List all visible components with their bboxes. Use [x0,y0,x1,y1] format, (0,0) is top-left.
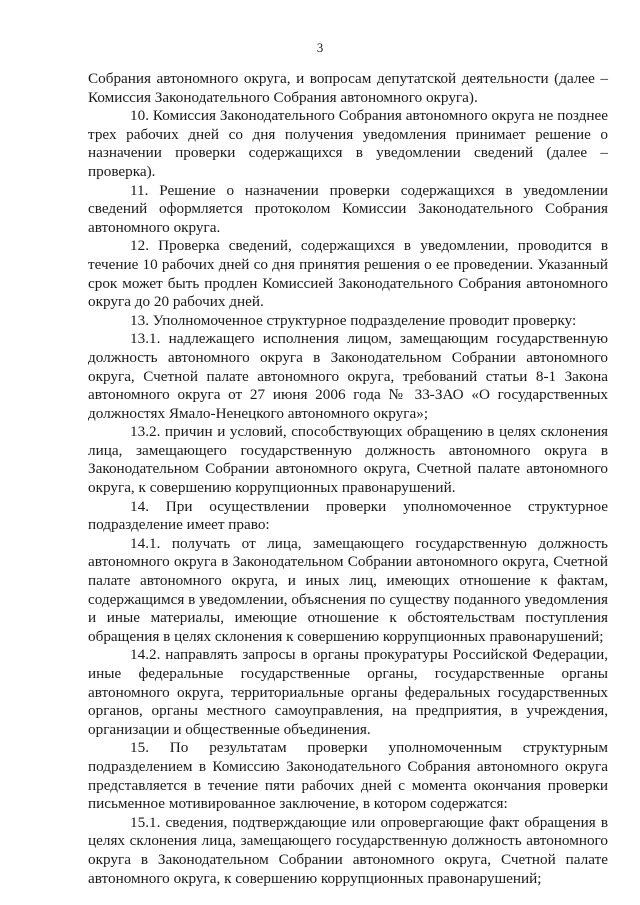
paragraph-10: 10. Комиссия Законодательного Собрания автономного округа не позднее трех рабочих дней со дня получения уведомления принимает решение о назначении проверки содержащихся в уведомлении сведений (далее – проверка). [88,107,608,180]
paragraph-13-2: 13.2. причин и условий, способствующих обращению в целях склонения лица, замещающего государственную должность автономного округа в Законодательном Собрании автономного округа, Счетной палате автономного округа, к совершению коррупционных правонарушений. [88,423,608,497]
paragraph-12: 12. Проверка сведений, содержащихся в уведомлении, проводится в течение 10 рабочих дней со дня принятия решения о ее проведении. Указанный срок может быть продлен Комиссией Законодательного Собрания автономного округа до 20 рабочих дней. [88,237,608,311]
paragraph-14-1: 14.1. получать от лица, замещающего государственную должность автономного округа в Законодательном Собрании автономного округа, Счетной палате автономного округа, и иных лиц, имеющих отношение к фактам, содержащимся в уведомлении, объяснения по существу поданного уведомления и иные материалы, имеющие отношение к обстоятельствам поступления обращения в целях склонения к совершению коррупционных правонарушений; [88,534,608,645]
document-body [88,70,608,888]
paragraph-14-2: 14.2. направлять запросы в органы прокуратуры Российской Федерации, иные федеральные государственные органы, государственные органы автономного округа, территориальные органы федеральных государственных органов, органы местного самоуправления, на предприятия, в учреждения, организации и общественные объединения. [88,646,608,738]
paragraph-11: 11. Решение о назначении проверки содержащихся в уведомлении сведений оформляется протоколом Комиссии Законодательного Собрания автономного округа. [88,181,608,236]
paragraph-15: 15. По результатам проверки уполномоченным структурным подразделением в Комиссию Законодательного Собрания автономного округа представляется в течение пяти рабочих дней с момента окончания проверки письменное мотивированное заключение, в котором содержатся: [88,739,608,813]
paragraph-continuation: Собрания автономного округа, и вопросам депутатской деятельности (далее – Комиссия Законодательного Собрания автономного округа). [88,70,608,106]
paragraph-13: 13. Уполномоченное структурное подразделение проводит проверку: [130,311,577,329]
paragraph-13-1: 13.1. надлежащего исполнения лицом, замещающим государственную должность автономного округа в Законодательном Собрании автономного округа, Счетной палате автономного округа, требований статьи 8-1 Закона автономного округа от 27 июня 2006 года № 33-ЗАО «О государственных должностях Ямало-Ненецкого автономного округа»; [88,330,608,422]
paragraph-15-1: 15.1. сведения, подтверждающие или опровергающие факт обращения в целях склонения лица, замещающего государственную должность автономного округа в Законодательном Собрании автономного округа, Счетной палате автономного округа, к совершению коррупционных правонарушений; [88,813,608,887]
paragraph-14: 14. При осуществлении проверки уполномоченное структурное подразделение имеет право: [88,497,608,534]
page-number: 3 [316,40,324,55]
